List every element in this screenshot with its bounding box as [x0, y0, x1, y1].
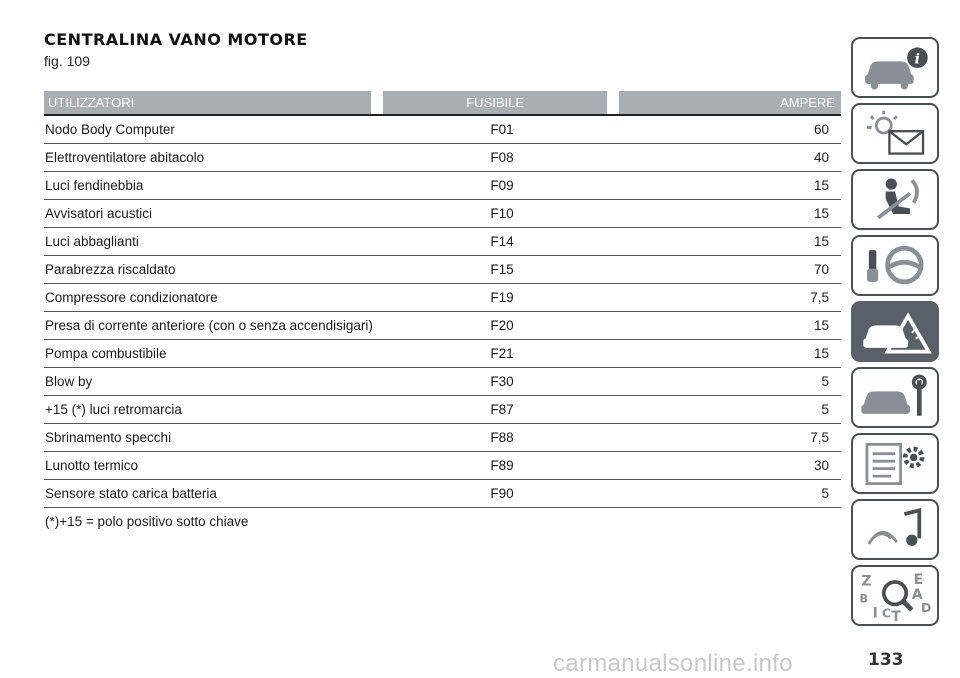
airbag-seat-icon — [853, 171, 937, 228]
multimedia-icon — [853, 501, 937, 558]
cell-utilizzatore: +15 (*) luci retromarcia — [45, 402, 182, 417]
cell-fusibile: F14 — [490, 234, 514, 249]
chapter-nav — [851, 37, 941, 631]
table-row — [44, 116, 841, 144]
cell-fusibile: F21 — [490, 346, 514, 361]
cell-ampere: 15 — [813, 234, 829, 249]
cell-utilizzatore: Avvisatori acustici — [45, 206, 153, 221]
footnote: (*)+15 = polo positivo sotto chiave — [45, 514, 249, 529]
table-row — [44, 368, 841, 396]
watermark: carmanualsonline.info — [553, 650, 793, 677]
header-utilizzatori: UTILIZZATORI — [44, 91, 371, 114]
table-row — [44, 424, 841, 452]
tab-multimedia[interactable] — [851, 499, 939, 560]
car-info-icon — [853, 39, 937, 96]
table-row — [44, 228, 841, 256]
tab-maintenance[interactable] — [851, 367, 939, 428]
cell-utilizzatore: Nodo Body Computer — [45, 122, 175, 137]
index-letter: C — [881, 606, 891, 621]
tab-starting-driving[interactable] — [851, 235, 939, 296]
cell-fusibile: F88 — [490, 430, 514, 445]
index-letter: D — [921, 600, 932, 615]
cell-fusibile: F90 — [490, 486, 514, 501]
cell-ampere: 60 — [813, 122, 829, 137]
cell-ampere: 5 — [821, 374, 829, 389]
cell-utilizzatore: Compressore condizionatore — [45, 290, 218, 305]
tab-car-info[interactable] — [851, 37, 939, 98]
table-row — [44, 200, 841, 228]
cell-ampere: 15 — [813, 318, 829, 333]
table-row — [44, 172, 841, 200]
cell-ampere: 7,5 — [810, 290, 829, 305]
cell-fusibile: F87 — [490, 402, 514, 417]
cell-ampere: 15 — [813, 206, 829, 221]
fuse-table — [44, 91, 841, 529]
key-steering-wheel-icon — [853, 237, 937, 294]
cell-fusibile: F20 — [490, 318, 514, 333]
cell-utilizzatore: Lunotto termico — [45, 458, 139, 473]
index-letter: I — [872, 605, 878, 622]
cell-fusibile: F01 — [490, 122, 514, 137]
table-row — [44, 480, 841, 508]
index-letter: B — [859, 592, 869, 606]
specs-gear-icon — [853, 435, 937, 492]
tab-safety[interactable] — [851, 169, 939, 230]
page-number: 133 — [868, 650, 904, 670]
index-letter: E — [913, 571, 924, 588]
cell-ampere: 15 — [813, 178, 829, 193]
tab-index[interactable] — [851, 565, 939, 626]
index-letter: A — [911, 586, 923, 603]
table-row — [44, 284, 841, 312]
cell-utilizzatore: Pompa combustibile — [45, 346, 167, 361]
cell-ampere: 70 — [813, 262, 829, 277]
index-letter: T — [891, 609, 901, 624]
table-row — [44, 452, 841, 480]
cell-utilizzatore: Blow by — [45, 374, 93, 389]
table-header — [44, 91, 841, 114]
index-letter: Z — [861, 573, 872, 590]
table-row — [44, 312, 841, 340]
cell-fusibile: F89 — [490, 458, 514, 473]
cell-fusibile: F19 — [490, 290, 514, 305]
cell-fusibile: F09 — [490, 178, 514, 193]
tab-emergency[interactable] — [851, 301, 939, 362]
cell-fusibile: F08 — [490, 150, 514, 165]
cell-ampere: 5 — [821, 486, 829, 501]
cell-ampere: 5 — [821, 402, 829, 417]
header-ampere: AMPERE — [619, 91, 841, 114]
tab-dashboard-lights[interactable] — [851, 103, 939, 164]
cell-ampere: 30 — [813, 458, 829, 473]
cell-utilizzatore: Elettroventilatore abitacolo — [45, 150, 205, 165]
dashboard-lights-icon — [853, 105, 937, 162]
cell-utilizzatore: Sensore stato carica batteria — [45, 486, 217, 501]
cell-utilizzatore: Luci abbaglianti — [45, 234, 139, 249]
table-row — [44, 396, 841, 424]
table-body — [44, 116, 841, 508]
figure-reference: fig. 109 — [44, 53, 90, 69]
table-row — [44, 144, 841, 172]
table-row — [44, 340, 841, 368]
header-fusibile: FUSIBILE — [383, 91, 608, 114]
cell-utilizzatore: Parabrezza riscaldato — [45, 262, 176, 277]
table-row — [44, 256, 841, 284]
cell-ampere: 15 — [813, 346, 829, 361]
tab-technical-data[interactable] — [851, 433, 939, 494]
svg-text:i: i — [914, 51, 920, 68]
cell-fusibile: F15 — [490, 262, 514, 277]
cell-utilizzatore: Presa di corrente anteriore (con o senza accendisigari) — [45, 318, 373, 333]
cell-utilizzatore: Luci fendinebbia — [45, 178, 144, 193]
cell-ampere: 40 — [813, 150, 829, 165]
cell-fusibile: F10 — [490, 206, 514, 221]
car-breakdown-warning-icon — [853, 303, 937, 360]
cell-ampere: 7,5 — [810, 430, 829, 445]
index-search-icon — [853, 567, 937, 624]
cell-fusibile: F30 — [490, 374, 514, 389]
cell-utilizzatore: Sbrinamento specchi — [45, 430, 172, 445]
page-title: CENTRALINA VANO MOTORE — [44, 30, 308, 49]
car-maintenance-icon — [853, 369, 937, 426]
